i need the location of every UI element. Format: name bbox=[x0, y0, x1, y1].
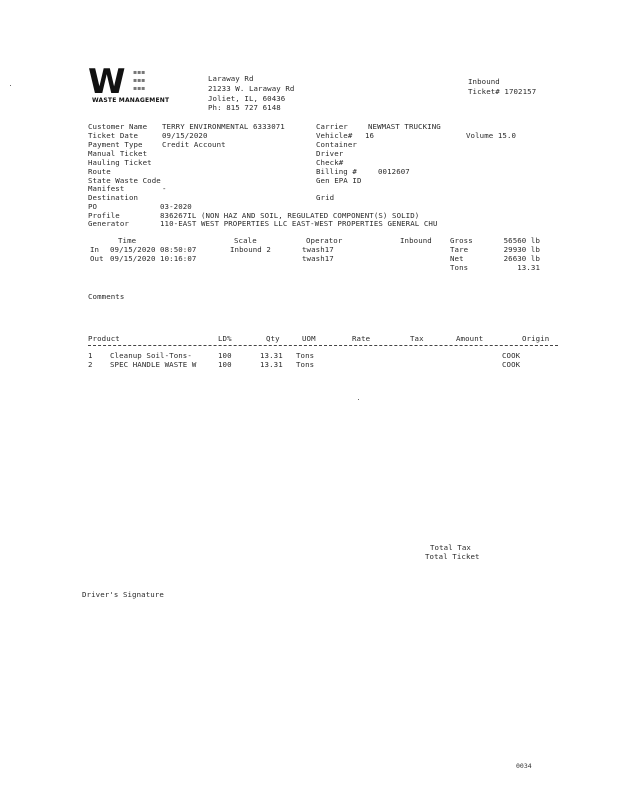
company-logo: W bbox=[88, 62, 123, 102]
row-uom: Tons bbox=[296, 351, 315, 360]
col-ld: LD% bbox=[218, 334, 232, 343]
summary-gross-value: 56560 lb bbox=[503, 236, 540, 245]
field-label: Generator bbox=[88, 219, 129, 228]
summary-tons-value: 13.31 bbox=[517, 263, 540, 272]
field-label: Vehicle# bbox=[316, 131, 353, 140]
field-label: Route bbox=[88, 167, 111, 176]
field-label: Grid bbox=[316, 193, 335, 202]
field-label: Billing # bbox=[316, 167, 357, 176]
field-label: Container bbox=[316, 140, 357, 149]
speck bbox=[10, 85, 11, 86]
field-value: 0012607 bbox=[378, 167, 410, 176]
col-uom: UOM bbox=[302, 334, 316, 343]
field-label: Destination bbox=[88, 193, 139, 202]
weigh-in-time: 09/15/2020 08:50:07 bbox=[110, 245, 197, 254]
field-label: Hauling Ticket bbox=[88, 158, 152, 167]
summary-tare-value: 29930 lb bbox=[503, 245, 540, 254]
col-amount: Amount bbox=[456, 334, 484, 343]
weigh-in-scale: Inbound 2 bbox=[230, 245, 271, 254]
field-value: TERRY ENVIRONMENTAL 6333071 bbox=[162, 122, 285, 131]
weigh-in-label: In bbox=[90, 245, 100, 254]
page-number: 0034 bbox=[516, 762, 532, 770]
field-value: NEWMAST TRUCKING bbox=[368, 122, 441, 131]
site-city: Joliet, IL, 60436 bbox=[208, 94, 286, 103]
field-value: 836267IL (NON HAZ AND SOIL, REGULATED COMPONENT(S) SOLID) bbox=[160, 211, 420, 220]
weigh-header-operator: Operator bbox=[306, 236, 343, 245]
row-origin: COOK bbox=[502, 360, 521, 369]
field-value: 110-EAST WEST PROPERTIES LLC EAST-WEST PROPERTIES GENERAL CHU bbox=[160, 219, 438, 228]
row-qty: 13.31 bbox=[260, 360, 283, 369]
summary-tons-label: Tons bbox=[450, 263, 469, 272]
logo-decoration: ▪▪▪ bbox=[133, 85, 146, 92]
weigh-header-inbound: Inbound bbox=[400, 236, 432, 245]
col-qty: Qty bbox=[266, 334, 280, 343]
field-label: PO bbox=[88, 202, 98, 211]
total-tax-label: Total Tax bbox=[430, 543, 471, 552]
field-label: Payment Type bbox=[88, 140, 143, 149]
weigh-header-time: Time bbox=[118, 236, 137, 245]
col-tax: Tax bbox=[410, 334, 424, 343]
speck bbox=[358, 399, 359, 400]
weigh-out-label: Out bbox=[90, 254, 104, 263]
summary-net-value: 26630 lb bbox=[503, 254, 540, 263]
field-label: Manual Ticket bbox=[88, 149, 148, 158]
ticket-title: Inbound bbox=[468, 77, 500, 86]
field-value: 03-2020 bbox=[160, 202, 192, 211]
field-value: 16 bbox=[365, 131, 375, 140]
logo-caption: WASTE MANAGEMENT bbox=[92, 97, 170, 104]
site-phone: Ph: 815 727 6148 bbox=[208, 103, 281, 112]
logo-decoration: ▪▪▪ bbox=[133, 77, 146, 84]
comments-label: Comments bbox=[88, 292, 125, 301]
weigh-in-operator: twash17 bbox=[302, 245, 334, 254]
row-qty: 13.31 bbox=[260, 351, 283, 360]
field-value: - bbox=[162, 184, 167, 193]
site-name: Laraway Rd bbox=[208, 74, 254, 83]
ticket-number: Ticket# 1702157 bbox=[468, 87, 537, 96]
field-label: Gen EPA ID bbox=[316, 176, 362, 185]
total-ticket-label: Total Ticket bbox=[425, 552, 480, 561]
summary-tare-label: Tare bbox=[450, 245, 469, 254]
row-origin: COOK bbox=[502, 351, 521, 360]
weigh-header-scale: Scale bbox=[234, 236, 257, 245]
field-label: State Waste Code bbox=[88, 176, 161, 185]
summary-gross-label: Gross bbox=[450, 236, 473, 245]
field-label: Customer Name bbox=[88, 122, 148, 131]
field-label: Ticket Date bbox=[88, 131, 139, 140]
table-rule bbox=[88, 345, 558, 346]
logo-decoration: ▪▪▪ bbox=[133, 69, 146, 76]
weigh-out-operator: twash17 bbox=[302, 254, 334, 263]
field-value: 09/15/2020 bbox=[162, 131, 208, 140]
row-ld: 100 bbox=[218, 351, 232, 360]
field-label: Driver bbox=[316, 149, 344, 158]
row-ld: 100 bbox=[218, 360, 232, 369]
col-rate: Rate bbox=[352, 334, 371, 343]
site-street: 21233 W. Laraway Rd bbox=[208, 84, 295, 93]
row-no: 2 bbox=[88, 360, 93, 369]
row-uom: Tons bbox=[296, 360, 315, 369]
field-label: Manifest bbox=[88, 184, 125, 193]
col-product: Product bbox=[88, 334, 120, 343]
row-product: SPEC HANDLE WASTE W bbox=[110, 360, 197, 369]
summary-net-label: Net bbox=[450, 254, 464, 263]
field-value: Credit Account bbox=[162, 140, 226, 149]
driver-signature-label: Driver's Signature bbox=[82, 590, 164, 599]
weigh-out-time: 09/15/2020 10:16:07 bbox=[110, 254, 197, 263]
volume: Volume 15.0 bbox=[466, 131, 517, 140]
col-origin: Origin bbox=[522, 334, 550, 343]
field-label: Profile bbox=[88, 211, 120, 220]
field-label: Check# bbox=[316, 158, 344, 167]
row-product: Cleanup Soil-Tons- bbox=[110, 351, 192, 360]
row-no: 1 bbox=[88, 351, 93, 360]
field-label: Carrier bbox=[316, 122, 348, 131]
